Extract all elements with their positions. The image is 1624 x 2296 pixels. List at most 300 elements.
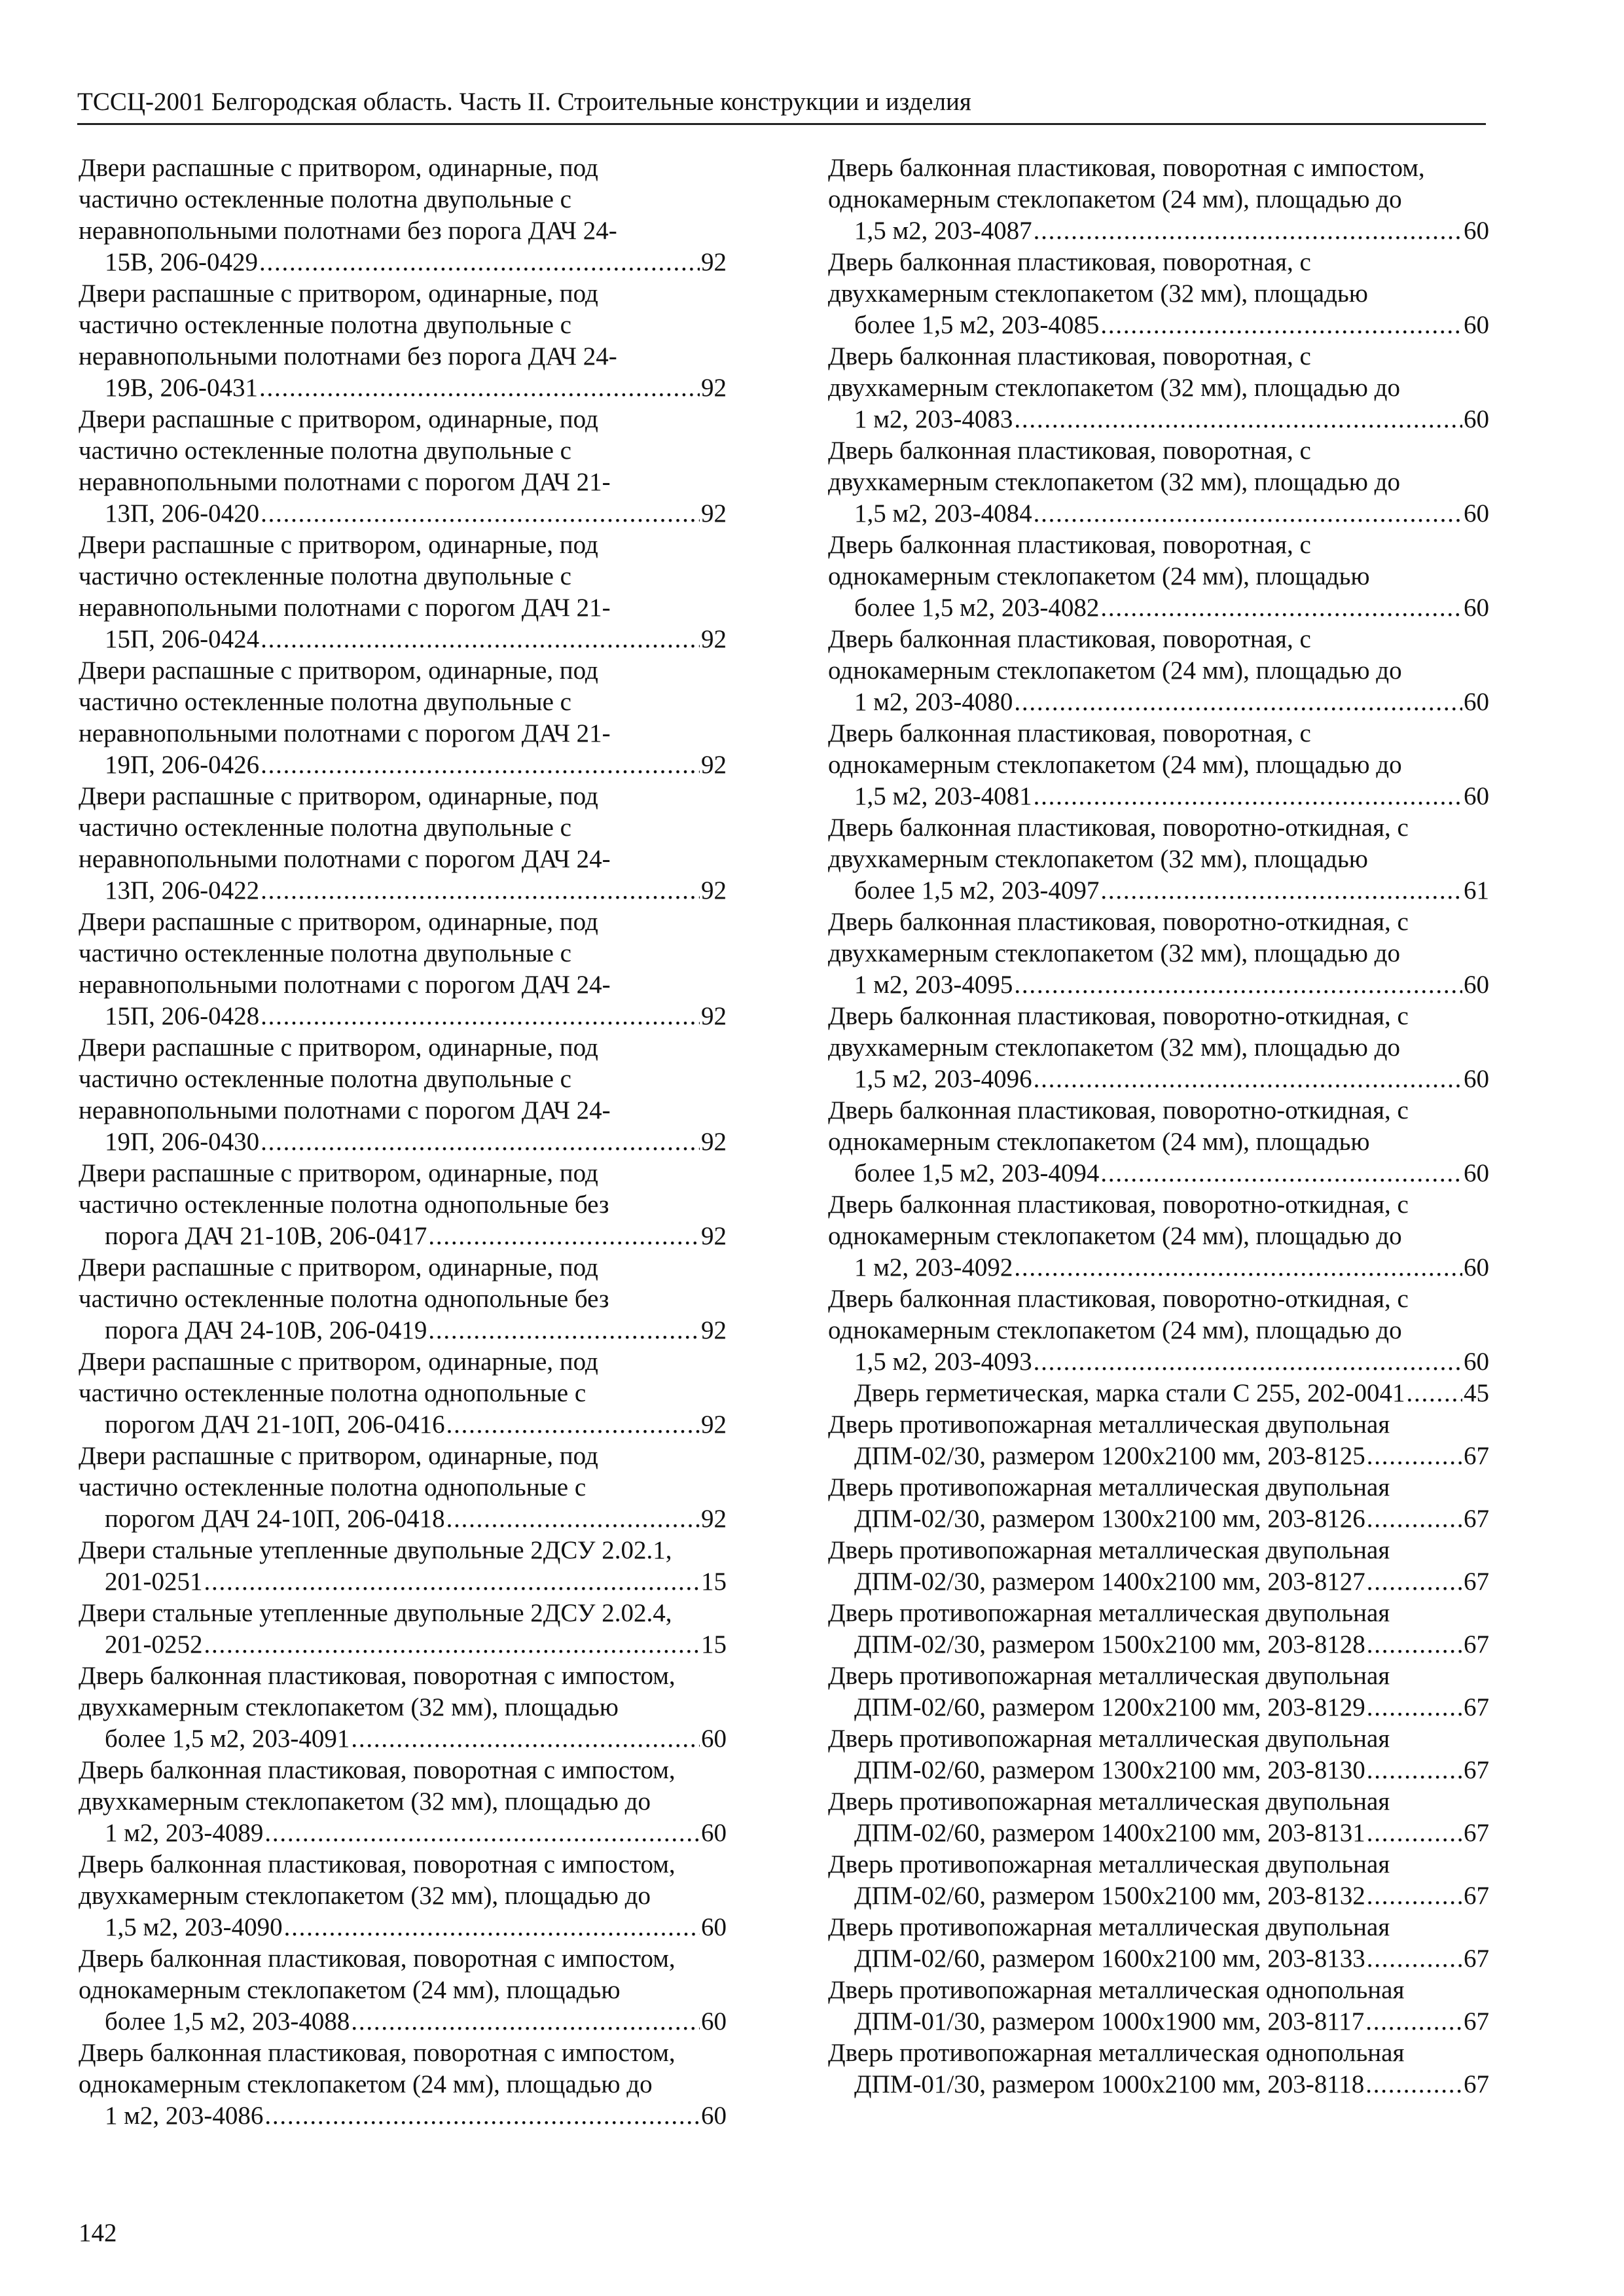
dot-leader	[428, 1221, 700, 1252]
entry-line: однокамерным стеклопакетом (24 мм), площадью	[79, 1976, 621, 2004]
dot-leader	[351, 2006, 700, 2037]
dot-leader	[261, 1126, 700, 1158]
entry-line: частично остекленные полотна однопольные с	[79, 1473, 586, 1501]
index-entry	[828, 1189, 1489, 1283]
entry-line: Двери распашные с притвором, одинарные, под	[79, 1442, 598, 1470]
entry-code: ДПМ-01/30, размером 1000x1900 мм, 203-8117	[854, 2007, 1365, 2036]
entry-line: частично остекленные полотна двупольные с	[79, 939, 571, 967]
entry-page-ref: 67	[1464, 1568, 1489, 1596]
entry-code: ДПМ-02/60, размером 1600x2100 мм, 203-8133	[854, 1945, 1365, 1973]
entry-line: однокамерным стеклопакетом (24 мм), площадью до	[828, 1316, 1402, 1344]
index-entry	[79, 1441, 727, 1535]
index-entry	[79, 781, 727, 906]
entry-code: порога ДАЧ 21-10В, 206-0417	[105, 1222, 427, 1250]
entry-line: частично остекленные полотна двупольные с	[79, 814, 571, 842]
entry-code: 1,5 м2, 203-4081	[854, 782, 1032, 810]
index-entry	[828, 812, 1489, 906]
entry-line: Двери распашные с притвором, одинарные, под	[79, 782, 598, 810]
entry-line: Дверь противопожарная металлическая двупольная	[828, 1787, 1390, 1816]
entry-page-ref: 67	[1464, 2070, 1489, 2098]
entry-last-line	[854, 1158, 1489, 1189]
entry-code: 201-0252	[105, 1630, 203, 1659]
entry-page-ref: 60	[701, 2102, 727, 2130]
entry-code: порога ДАЧ 24-10В, 206-0419	[105, 1316, 427, 1344]
entry-line: Дверь противопожарная металлическая однопольная	[828, 2039, 1405, 2067]
entry-code: 19П, 206-0430	[105, 1128, 260, 1156]
entry-line: частично остекленные полотна двупольные с	[79, 688, 571, 716]
entry-last-line	[854, 2006, 1489, 2037]
entry-line: частично остекленные полотна однопольные без	[79, 1191, 609, 1219]
index-entry	[79, 152, 727, 278]
entry-page-ref: 60	[1464, 499, 1489, 528]
entry-last-line	[854, 215, 1489, 247]
entry-page-ref: 15	[701, 1568, 727, 1596]
index-entry	[828, 1849, 1489, 1912]
entry-line: Дверь балконная пластиковая, поворотно-откидная, с	[828, 908, 1409, 936]
entry-line: Двери распашные с притвором, одинарные, под	[79, 531, 598, 559]
entry-last-line	[105, 1409, 727, 1441]
entry-line: Двери распашные с притвором, одинарные, под	[79, 908, 598, 936]
entry-line: Двери распашные с притвором, одинарные, под	[79, 1159, 598, 1187]
index-entry	[79, 2037, 727, 2132]
dot-leader	[259, 247, 700, 278]
entry-page-ref: 60	[1464, 1159, 1489, 1187]
entry-line: двухкамерным стеклопакетом (32 мм), площадью	[79, 1693, 619, 1721]
index-entry	[828, 2037, 1489, 2100]
entry-last-line	[854, 2069, 1489, 2100]
entry-last-line	[854, 1346, 1489, 1378]
entry-line: Дверь балконная пластиковая, поворотная с импостом,	[79, 1662, 676, 1690]
index-entry	[79, 404, 727, 529]
entry-line: Двери распашные с притвором, одинарные, под	[79, 1033, 598, 1062]
entry-last-line	[105, 1315, 727, 1346]
entry-code: 15П, 206-0428	[105, 1002, 260, 1030]
entry-code: ДПМ-02/60, размером 1200x2100 мм, 203-8129	[854, 1693, 1365, 1721]
page-number: 142	[79, 2219, 117, 2247]
dot-leader	[428, 1315, 700, 1346]
index-column-left	[79, 152, 727, 2132]
entry-line: однокамерным стеклопакетом (24 мм), площадью до	[828, 1222, 1402, 1250]
entry-line: Дверь балконная пластиковая, поворотная, с	[828, 437, 1311, 465]
dot-leader	[261, 498, 700, 529]
index-entry	[828, 1723, 1489, 1786]
index-entry	[79, 655, 727, 781]
entry-line: двухкамерным стеклопакетом (32 мм), площадью	[828, 279, 1368, 308]
entry-last-line	[854, 875, 1489, 906]
entry-page-ref: 60	[701, 1725, 727, 1753]
entry-page-ref: 92	[701, 625, 727, 653]
entry-code: 1,5 м2, 203-4090	[105, 1913, 283, 1941]
entry-line: частично остекленные полотна двупольные с	[79, 562, 571, 590]
entry-page-ref: 92	[701, 1316, 727, 1344]
entry-code: ДПМ-02/60, размером 1400x2100 мм, 203-8131	[854, 1819, 1365, 1847]
entry-code: более 1,5 м2, 203-4091	[105, 1725, 350, 1753]
entry-line: неравнопольными полотнами без порога ДАЧ 24-	[79, 217, 617, 245]
index-entry	[79, 1660, 727, 1755]
index-column-right	[828, 152, 1489, 2100]
dot-leader	[1367, 1441, 1462, 1472]
entry-line: однокамерным стеклопакетом (24 мм), площадью до	[828, 751, 1402, 779]
entry-line: Дверь противопожарная металлическая двупольная	[828, 1410, 1390, 1439]
entry-page-ref: 60	[1464, 971, 1489, 999]
entry-last-line	[854, 498, 1489, 529]
entry-code: ДПМ-02/60, размером 1300x2100 мм, 203-8130	[854, 1756, 1365, 1784]
entry-line: частично остекленные полотна двупольные с	[79, 437, 571, 465]
dot-leader	[446, 1409, 700, 1441]
entry-code: более 1,5 м2, 203-4085	[854, 311, 1100, 339]
entry-last-line	[105, 372, 727, 404]
entry-line: Дверь балконная пластиковая, поворотно-откидная, с	[828, 1002, 1409, 1030]
entry-page-ref: 92	[701, 751, 727, 779]
entry-line: неравнопольными полотнами с порогом ДАЧ 21-	[79, 594, 611, 622]
entry-code: более 1,5 м2, 203-4097	[854, 876, 1100, 905]
entry-code: 1,5 м2, 203-4087	[854, 217, 1032, 245]
index-entry	[79, 278, 727, 404]
entry-line: Дверь балконная пластиковая, поворотная, с	[828, 342, 1311, 370]
dot-leader	[446, 1503, 700, 1535]
entry-code: ДПМ-02/30, размером 1300x2100 мм, 203-8126	[854, 1505, 1365, 1533]
dot-leader	[204, 1566, 700, 1598]
index-entry	[79, 1535, 727, 1598]
dot-leader	[1014, 969, 1462, 1001]
entry-code: 1,5 м2, 203-4084	[854, 499, 1032, 528]
dot-leader	[261, 749, 700, 781]
dot-leader	[1014, 1252, 1462, 1283]
entry-code: 15П, 206-0424	[105, 625, 260, 653]
entry-last-line	[105, 1221, 727, 1252]
entry-page-ref: 92	[701, 1222, 727, 1250]
entry-line: Двери распашные с притвором, одинарные, под	[79, 1253, 598, 1282]
entry-code: Дверь герметическая, марка стали С 255, 202-0041	[854, 1379, 1405, 1407]
dot-leader	[1034, 215, 1462, 247]
entry-line: двухкамерным стеклопакетом (32 мм), площадью до	[828, 374, 1400, 402]
entry-last-line	[854, 687, 1489, 718]
index-entry	[828, 1975, 1489, 2037]
index-entry	[828, 529, 1489, 624]
entry-last-line	[105, 247, 727, 278]
entry-code: ДПМ-02/60, размером 1500x2100 мм, 203-8132	[854, 1882, 1365, 1910]
entry-page-ref: 67	[1464, 1819, 1489, 1847]
dot-leader	[1100, 592, 1462, 624]
entry-line: однокамерным стеклопакетом (24 мм), площадью до	[828, 656, 1402, 685]
dot-leader	[1100, 1158, 1462, 1189]
entry-page-ref: 67	[1464, 2007, 1489, 2036]
entry-line: частично остекленные полотна двупольные с	[79, 1065, 571, 1093]
dot-leader	[1367, 1880, 1462, 1912]
entry-page-ref: 60	[1464, 1348, 1489, 1376]
entry-last-line	[854, 592, 1489, 624]
entry-line: неравнопольными полотнами с порогом ДАЧ 24-	[79, 845, 611, 873]
dot-leader	[1367, 1503, 1462, 1535]
entry-last-line	[854, 1378, 1489, 1409]
entry-page-ref: 60	[1464, 405, 1489, 433]
dot-leader	[1034, 1064, 1462, 1095]
entry-line: частично остекленные полотна двупольные с	[79, 185, 571, 213]
entry-line: Дверь противопожарная металлическая двупольная	[828, 1913, 1390, 1941]
entry-line: Дверь балконная пластиковая, поворотная, с	[828, 719, 1311, 747]
entry-code: 201-0251	[105, 1568, 203, 1596]
dot-leader	[261, 1001, 700, 1032]
entry-last-line	[854, 1441, 1489, 1472]
dot-leader	[1365, 2069, 1462, 2100]
index-entry	[828, 1472, 1489, 1535]
entry-line: Дверь противопожарная металлическая однопольная	[828, 1976, 1405, 2004]
entry-page-ref: 61	[1464, 876, 1489, 905]
entry-line: Двери распашные с притвором, одинарные, под	[79, 154, 598, 182]
entry-page-ref: 60	[1464, 782, 1489, 810]
entry-last-line	[105, 1566, 727, 1598]
entry-code: более 1,5 м2, 203-4082	[854, 594, 1100, 622]
entry-last-line	[854, 1629, 1489, 1660]
dot-leader	[1100, 875, 1462, 906]
entry-line: однокамерным стеклопакетом (24 мм), площадью	[828, 562, 1370, 590]
index-entry	[828, 1660, 1489, 1723]
entry-line: частично остекленные полотна однопольные без	[79, 1285, 609, 1313]
dot-leader	[204, 1629, 700, 1660]
dot-leader	[1407, 1378, 1462, 1409]
entry-page-ref: 60	[1464, 311, 1489, 339]
entry-line: Двери распашные с притвором, одинарные, под	[79, 405, 598, 433]
dot-leader	[1367, 1943, 1462, 1975]
entry-last-line	[854, 1503, 1489, 1535]
index-entry	[828, 1535, 1489, 1598]
dot-leader	[259, 372, 700, 404]
index-entry	[79, 1943, 727, 2037]
entry-line: двухкамерным стеклопакетом (32 мм), площадью до	[79, 1882, 651, 1910]
entry-line: однокамерным стеклопакетом (24 мм), площадью	[828, 1128, 1370, 1156]
entry-line: однокамерным стеклопакетом (24 мм), площадью до	[828, 185, 1402, 213]
entry-page-ref: 60	[701, 2007, 727, 2036]
entry-page-ref: 60	[701, 1819, 727, 1847]
entry-line: частично остекленные полотна однопольные с	[79, 1379, 586, 1407]
entry-code: 13П, 206-0420	[105, 499, 260, 528]
dot-leader	[1367, 1629, 1462, 1660]
entry-page-ref: 60	[1464, 217, 1489, 245]
dot-leader	[1367, 1818, 1462, 1849]
entry-line: Дверь противопожарная металлическая двупольная	[828, 1473, 1390, 1501]
entry-page-ref: 92	[701, 248, 727, 276]
entry-line: двухкамерным стеклопакетом (32 мм), площадью до	[828, 1033, 1400, 1062]
dot-leader	[264, 1818, 700, 1849]
index-entry	[79, 1032, 727, 1158]
dot-leader	[261, 624, 700, 655]
entry-line: Двери распашные с притвором, одинарные, под	[79, 656, 598, 685]
entry-line: Дверь балконная пластиковая, поворотная, с	[828, 531, 1311, 559]
entry-code: 1,5 м2, 203-4096	[854, 1065, 1032, 1093]
dot-leader	[1014, 687, 1462, 718]
entry-last-line	[854, 1818, 1489, 1849]
entry-line: Дверь балконная пластиковая, поворотно-откидная, с	[828, 814, 1409, 842]
entry-line: двухкамерным стеклопакетом (32 мм), площадью до	[828, 468, 1400, 496]
entry-page-ref: 67	[1464, 1945, 1489, 1973]
entry-page-ref: 60	[1464, 1253, 1489, 1282]
entry-line: Дверь балконная пластиковая, поворотная с импостом,	[79, 1945, 676, 1973]
entry-line: Дверь балконная пластиковая, поворотная с импостом,	[79, 2039, 676, 2067]
dot-leader	[261, 875, 700, 906]
entry-line: Дверь балконная пластиковая, поворотно-откидная, с	[828, 1191, 1409, 1219]
entry-last-line	[105, 2100, 727, 2132]
dot-leader	[1367, 1566, 1462, 1598]
entry-line: Дверь противопожарная металлическая двупольная	[828, 1536, 1390, 1564]
entry-code: 15В, 206-0429	[105, 248, 258, 276]
index-entry	[828, 624, 1489, 718]
entry-line: неравнопольными полотнами без порога ДАЧ 24-	[79, 342, 617, 370]
entry-code: ДПМ-02/30, размером 1400x2100 мм, 203-8127	[854, 1568, 1365, 1596]
index-entry	[828, 152, 1489, 247]
entry-page-ref: 60	[1464, 1065, 1489, 1093]
entry-last-line	[105, 1629, 727, 1660]
entry-code: более 1,5 м2, 203-4088	[105, 2007, 350, 2036]
index-entry	[828, 718, 1489, 812]
entry-last-line	[854, 310, 1489, 341]
entry-page-ref: 92	[701, 499, 727, 528]
index-entry	[828, 1001, 1489, 1095]
entry-code: порогом ДАЧ 24-10П, 206-0418	[105, 1505, 445, 1533]
dot-leader	[284, 1912, 700, 1943]
entry-line: Дверь балконная пластиковая, поворотная с импостом,	[828, 154, 1425, 182]
entry-page-ref: 60	[1464, 594, 1489, 622]
index-entry	[79, 1598, 727, 1660]
entry-last-line	[105, 624, 727, 655]
entry-line: Дверь противопожарная металлическая двупольная	[828, 1725, 1390, 1753]
running-header: ТССЦ-2001 Белгородская область. Часть II. Строительные конструкции и изделия	[77, 85, 1486, 125]
entry-line: Дверь балконная пластиковая, поворотная, с	[828, 248, 1311, 276]
entry-page-ref: 67	[1464, 1442, 1489, 1470]
entry-code: порогом ДАЧ 21-10П, 206-0416	[105, 1410, 445, 1439]
entry-code: 1 м2, 203-4086	[105, 2102, 264, 2130]
dot-leader	[1014, 404, 1462, 435]
entry-page-ref: 67	[1464, 1630, 1489, 1659]
entry-line: неравнопольными полотнами с порогом ДАЧ 24-	[79, 1096, 611, 1124]
entry-code: 19П, 206-0426	[105, 751, 260, 779]
entry-last-line	[854, 969, 1489, 1001]
entry-last-line	[105, 1126, 727, 1158]
index-entry	[828, 1598, 1489, 1660]
entry-line: Двери стальные утепленные двупольные 2ДСУ 2.02.1,	[79, 1536, 672, 1564]
entry-page-ref: 92	[701, 374, 727, 402]
entry-code: 1 м2, 203-4080	[854, 688, 1013, 716]
entry-page-ref: 92	[701, 1002, 727, 1030]
entry-page-ref: 92	[701, 1505, 727, 1533]
entry-code: ДПМ-02/30, размером 1500x2100 мм, 203-8128	[854, 1630, 1365, 1659]
entry-last-line	[105, 1001, 727, 1032]
index-entry	[828, 1095, 1489, 1189]
entry-last-line	[854, 1566, 1489, 1598]
entry-page-ref: 92	[701, 876, 727, 905]
entry-line: Дверь балконная пластиковая, поворотная с импостом,	[79, 1756, 676, 1784]
entry-line: Дверь противопожарная металлическая двупольная	[828, 1662, 1390, 1690]
entry-code: 1 м2, 203-4089	[105, 1819, 264, 1847]
entry-last-line	[105, 1912, 727, 1943]
entry-last-line	[854, 1943, 1489, 1975]
index-entry	[79, 906, 727, 1032]
entry-page-ref: 92	[701, 1128, 727, 1156]
dot-leader	[1034, 498, 1462, 529]
entry-line: Дверь противопожарная металлическая двупольная	[828, 1850, 1390, 1878]
entry-last-line	[105, 498, 727, 529]
entry-line: неравнопольными полотнами с порогом ДАЧ 24-	[79, 971, 611, 999]
dot-leader	[351, 1723, 700, 1755]
entry-last-line	[105, 875, 727, 906]
index-entry	[79, 1158, 727, 1252]
dot-leader	[1100, 310, 1462, 341]
entry-code: 1 м2, 203-4092	[854, 1253, 1013, 1282]
entry-last-line	[854, 1252, 1489, 1283]
index-entry	[828, 906, 1489, 1001]
entry-last-line	[854, 1692, 1489, 1723]
entry-line: Дверь балконная пластиковая, поворотная с импостом,	[79, 1850, 676, 1878]
entry-last-line	[105, 1723, 727, 1755]
entry-line: Двери стальные утепленные двупольные 2ДСУ 2.02.4,	[79, 1599, 672, 1627]
dot-leader	[1365, 2006, 1462, 2037]
entry-code: 1 м2, 203-4095	[854, 971, 1013, 999]
index-entry	[79, 1252, 727, 1346]
entry-page-ref: 67	[1464, 1505, 1489, 1533]
dot-leader	[264, 2100, 700, 2132]
entry-page-ref: 15	[701, 1630, 727, 1659]
entry-page-ref: 67	[1464, 1882, 1489, 1910]
entry-last-line	[105, 749, 727, 781]
entry-line: двухкамерным стеклопакетом (32 мм), площадью	[828, 845, 1368, 873]
entry-code: 1,5 м2, 203-4093	[854, 1348, 1032, 1376]
entry-page-ref: 67	[1464, 1693, 1489, 1721]
entry-last-line	[854, 781, 1489, 812]
index-entry	[79, 1346, 727, 1441]
index-entry	[828, 1283, 1489, 1378]
index-entry	[828, 1409, 1489, 1472]
entry-line: Дверь балконная пластиковая, поворотно-откидная, с	[828, 1096, 1409, 1124]
index-entry	[79, 529, 727, 655]
entry-last-line	[105, 1818, 727, 1849]
index-entry	[828, 435, 1489, 529]
entry-page-ref: 92	[701, 1410, 727, 1439]
index-entry	[828, 1912, 1489, 1975]
entry-page-ref: 60	[701, 1913, 727, 1941]
entry-code: ДПМ-01/30, размером 1000x2100 мм, 203-8118	[854, 2070, 1365, 2098]
entry-code: более 1,5 м2, 203-4094	[854, 1159, 1100, 1187]
entry-code: 13П, 206-0422	[105, 876, 260, 905]
entry-page-ref: 45	[1464, 1379, 1489, 1407]
dot-leader	[1367, 1755, 1462, 1786]
entry-last-line	[854, 404, 1489, 435]
entry-code: 1 м2, 203-4083	[854, 405, 1013, 433]
index-entry	[79, 1755, 727, 1849]
index-entry	[828, 1378, 1489, 1409]
entry-code: ДПМ-02/30, размером 1200x2100 мм, 203-8125	[854, 1442, 1365, 1470]
entry-last-line	[854, 1755, 1489, 1786]
index-entry	[79, 1849, 727, 1943]
entry-line: Дверь балконная пластиковая, поворотная, с	[828, 625, 1311, 653]
dot-leader	[1034, 1346, 1462, 1378]
entry-line: Дверь противопожарная металлическая двупольная	[828, 1599, 1390, 1627]
dot-leader	[1367, 1692, 1462, 1723]
index-entry	[828, 247, 1489, 341]
index-entry	[828, 341, 1489, 435]
entry-line: однокамерным стеклопакетом (24 мм), площадью до	[79, 2070, 653, 2098]
entry-last-line	[105, 1503, 727, 1535]
entry-line: неравнопольными полотнами с порогом ДАЧ 21-	[79, 719, 611, 747]
entry-line: двухкамерным стеклопакетом (32 мм), площадью до	[828, 939, 1400, 967]
index-entry	[828, 1786, 1489, 1849]
entry-line: двухкамерным стеклопакетом (32 мм), площадью до	[79, 1787, 651, 1816]
entry-line: частично остекленные полотна двупольные с	[79, 311, 571, 339]
entry-line: Двери распашные с притвором, одинарные, под	[79, 279, 598, 308]
entry-line: неравнопольными полотнами с порогом ДАЧ 21-	[79, 468, 611, 496]
entry-last-line	[105, 2006, 727, 2037]
entry-line: Двери распашные с притвором, одинарные, под	[79, 1348, 598, 1376]
entry-last-line	[854, 1064, 1489, 1095]
entry-line: Дверь балконная пластиковая, поворотно-откидная, с	[828, 1285, 1409, 1313]
